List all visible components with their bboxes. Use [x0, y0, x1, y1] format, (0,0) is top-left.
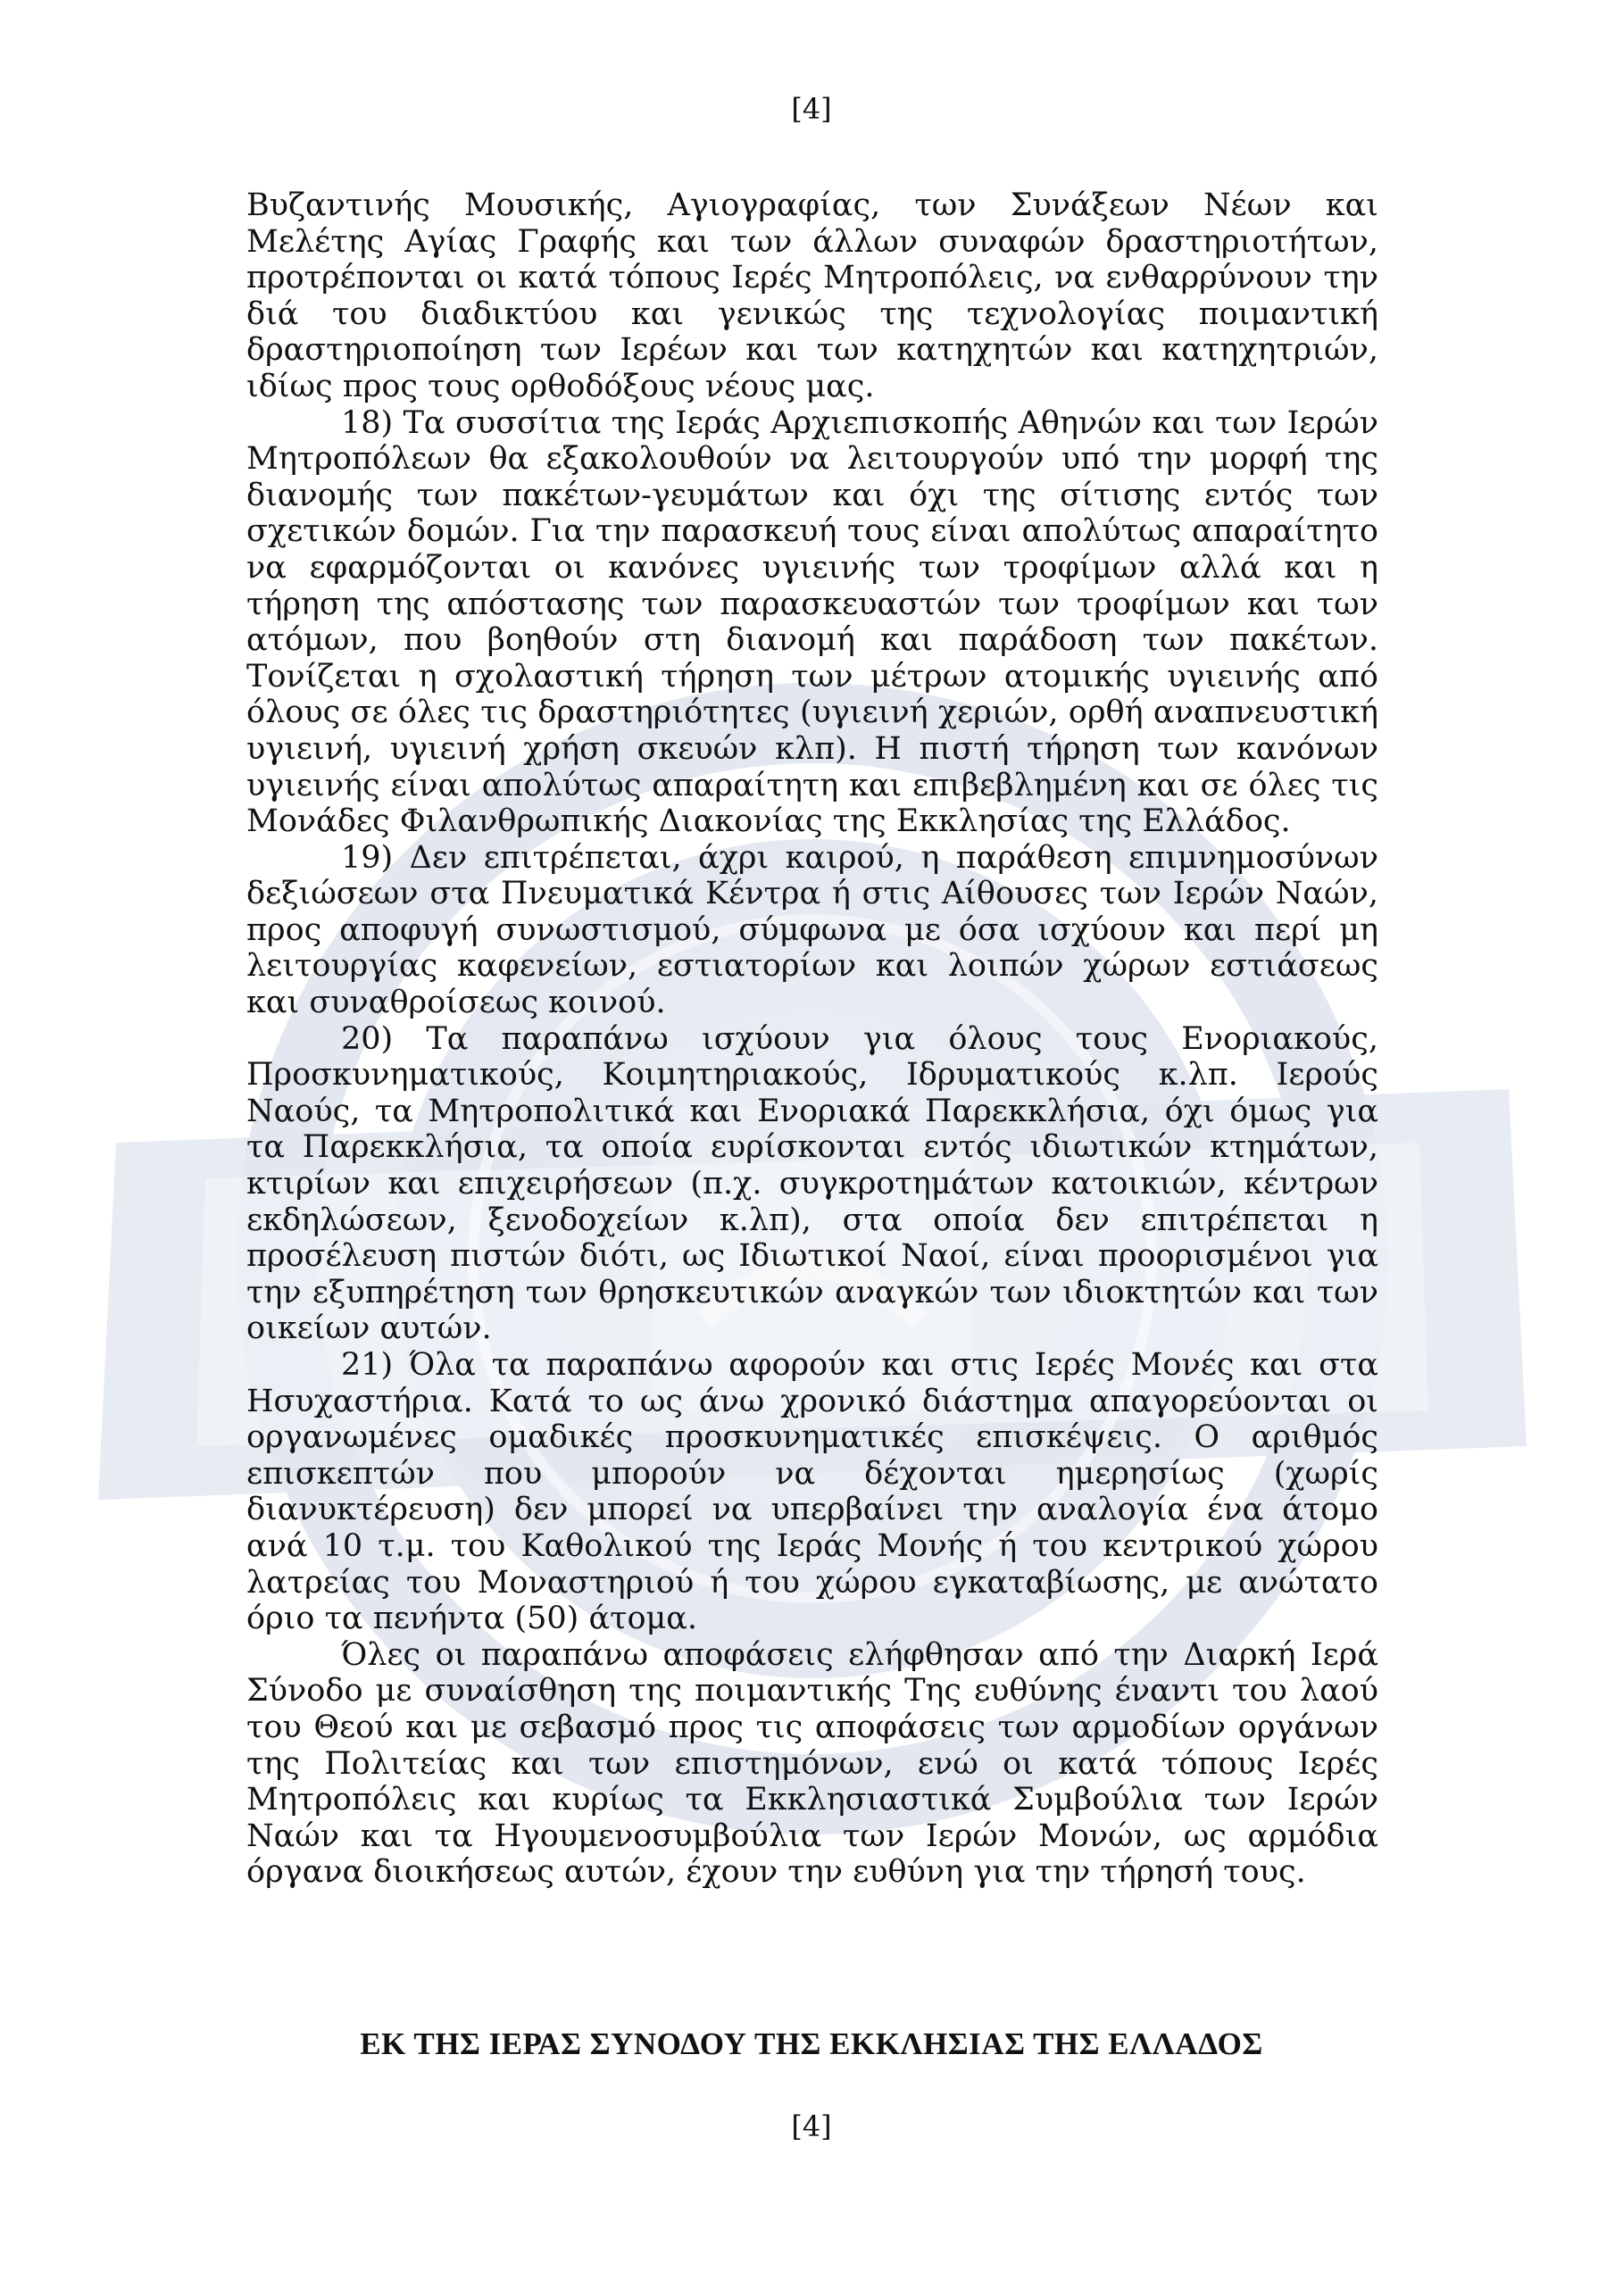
paragraph-closing: Όλες οι παραπάνω αποφάσεις ελήφθησαν από την Διαρκή Ιερά Σύνοδο με συναίσθηση της ποιμαντικής Της ευθύνης έναντι του λαού του Θεού και με σεβασμό προς τις αποφάσεις των αρμοδίων οργάνων της Πολιτείας και των επιστημόνων, ενώ οι κατά τόπους Ιερές Μητροπόλεις και κυρίως τα Εκκλησιαστικά Συμβούλια των Ιερών Ναών και τα Ηγουμενοσυμβούλια των Ιερών Μονών, ως αρμόδια όργανα διοικήσεως αυτών, έχουν την ευθύνη για την τήρησή τους.: [246, 1636, 1378, 1891]
paragraph-continuation: Βυζαντινής Μουσικής, Αγιογραφίας, των Συνάξεων Νέων και Μελέτης Αγίας Γραφής και των άλλων συναφών δραστηριοτήτων, προτρέπονται οι κατά τόπους Ιερές Μητροπόλεις, να ενθαρρύνουν την διά του διαδικτύου και γενικώς της τεχνολογίας ποιμαντική δραστηριοποίηση των Ιερέων και των κατηχητών και κατηχητριών, ιδίως προς τους ορθοδόξους νέους μας.: [246, 187, 1378, 404]
page-number-bottom: [4]: [791, 2109, 832, 2143]
synod-signature: ΕΚ ΤΗΣ ΙΕΡΑΣ ΣΥΝΟΔΟΥ ΤΗΣ ΕΚΚΛΗΣΙΑΣ ΤΗΣ ΕΛΛΑΔΟΣ: [360, 2026, 1263, 2061]
page-number-top: [4]: [791, 92, 832, 126]
paragraph-item-21: 21) Όλα τα παραπάνω αφορούν και στις Ιερές Μονές και στα Ησυχαστήρια. Κατά το ως άνω χρονικό διάστημα απαγορεύονται οι οργανωμένες ομαδικές προσκυνηματικές επισκέψεις. Ο αριθμός επισκεπτών που μπορούν να δέχονται ημερησίως (χωρίς διανυκτέρευση) δεν μπορεί να υπερβαίνει την αναλογία ένα άτομο ανά 10 τ.μ. του Καθολικού της Ιεράς Μονής ή του κεντρικού χώρου λατρείας του Μοναστηριού ή του χώρου εγκαταβίωσης, με ανώτατο όριο τα πενήντα (50) άτομα.: [246, 1347, 1378, 1637]
paragraph-item-20: 20) Τα παραπάνω ισχύουν για όλους τους Ενοριακούς, Προσκυνηματικούς, Κοιμητηριακούς, Ιδρυματικούς κ.λπ. Ιερούς Ναούς, τα Μητροπολιτικά και Ενοριακά Παρεκκλήσια, όχι όμως για τα Παρεκκλήσια, τα οποία ευρίσκονται εντός ιδιωτικών κτημάτων, κτιρίων και επιχειρήσεων (π.χ. συγκροτημάτων κατοικιών, κέντρων εκδηλώσεων, ξενοδοχείων κ.λπ), στα οποία δεν επιτρέπεται η προσέλευση πιστών διότι, ως Ιδιωτικοί Ναοί, είναι προορισμένοι για την εξυπηρέτηση των θρησκευτικών αναγκών των ιδιοκτητών και των οικείων αυτών.: [246, 1020, 1378, 1347]
paragraph-item-19: 19) Δεν επιτρέπεται, άχρι καιρού, η παράθεση επιμνημοσύνων δεξιώσεων στα Πνευματικά Κέντρα ή στις Αίθουσες των Ιερών Ναών, προς αποφυγή συνωστισμού, σύμφωνα με όσα ισχύουν και περί μη λειτουργίας καφενείων, εστιατορίων και λοιπών χώρων εστιάσεως και συναθροίσεως κοινού.: [246, 839, 1378, 1021]
document-body: [246, 187, 1378, 1891]
paragraph-item-18: 18) Τα συσσίτια της Ιεράς Αρχιεπισκοπής Αθηνών και των Ιερών Μητροπόλεων θα εξακολουθούν να λειτουργούν υπό την μορφή της διανομής των πακέτων-γευμάτων και όχι της σίτισης εντός των σχετικών δομών. Για την παρασκευή τους είναι απολύτως απαραίτητο να εφαρμόζονται οι κανόνες υγιεινής των τροφίμων αλλά και η τήρηση της απόστασης των παρασκευαστών των τροφίμων και των ατόμων, που βοηθούν στη διανομή και παράδοση των πακέτων. Τονίζεται η σχολαστική τήρηση των μέτρων ατομικής υγιεινής από όλους σε όλες τις δραστηριότητες (υγιεινή χεριών, ορθή αναπνευστική υγιεινή, υγιεινή χρήση σκευών κλπ). Η πιστή τήρηση των κανόνων υγιεινής είναι απολύτως απαραίτητη και επιβεβλημένη και σε όλες τις Μονάδες Φιλανθρωπικής Διακονίας της Εκκλησίας της Ελλάδος.: [246, 404, 1378, 840]
